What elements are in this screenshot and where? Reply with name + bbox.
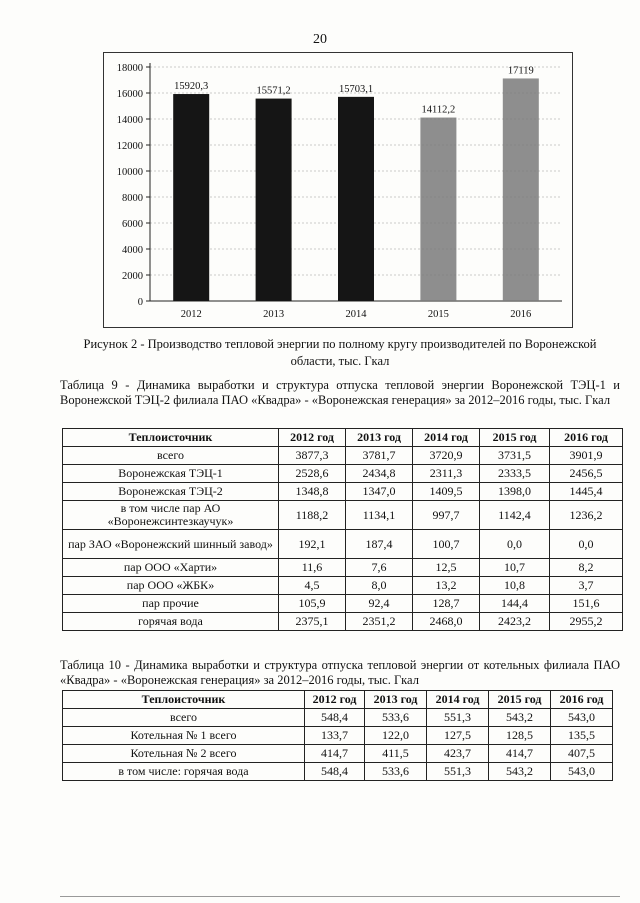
row-label: всего [63, 447, 279, 465]
table-cell: 2468,0 [413, 613, 480, 631]
table-cell: 551,3 [427, 763, 489, 781]
table-cell: 423,7 [427, 745, 489, 763]
table-cell: 1188,2 [279, 501, 346, 530]
x-tick-label: 2015 [427, 309, 449, 320]
table-cell: 1445,4 [550, 483, 623, 501]
y-tick-label: 8000 [122, 193, 143, 204]
table-cell: 151,6 [550, 595, 623, 613]
table-row [63, 465, 623, 483]
row-label: в том числе: горячая вода [63, 763, 305, 781]
table-cell: 548,4 [305, 709, 365, 727]
table-cell: 92,4 [346, 595, 413, 613]
table10-header-5: 2016 год [551, 691, 613, 709]
table-row [63, 763, 613, 781]
table9-body [63, 447, 623, 631]
table-cell: 8,2 [550, 559, 623, 577]
table10-header-row [63, 691, 613, 709]
table-cell: 2456,5 [550, 465, 623, 483]
table-cell: 8,0 [346, 577, 413, 595]
table-cell: 133,7 [305, 727, 365, 745]
table-row [63, 613, 623, 631]
table-cell: 187,4 [346, 530, 413, 559]
row-label: Воронежская ТЭЦ-1 [63, 465, 279, 483]
table-cell: 543,2 [489, 709, 551, 727]
table-row [63, 577, 623, 595]
y-tick-label: 2000 [122, 271, 143, 282]
table-cell: 414,7 [305, 745, 365, 763]
table9 [62, 428, 623, 631]
table-cell: 3731,5 [480, 447, 550, 465]
table9-header-row [63, 429, 623, 447]
table-cell: 10,7 [480, 559, 550, 577]
table-cell: 11,6 [279, 559, 346, 577]
table9-header-2: 2013 год [346, 429, 413, 447]
row-label: пар ООО «ЖБК» [63, 577, 279, 595]
row-label: в том числе пар АО «Воронежсинтезкаучук» [63, 501, 279, 530]
data-label: 17119 [507, 65, 534, 77]
table-row [63, 745, 613, 763]
bar [420, 118, 456, 301]
table-cell: 0,0 [480, 530, 550, 559]
table-cell: 2351,2 [346, 613, 413, 631]
table10-body [63, 709, 613, 781]
table10-title: Таблица 10 - Динамика выработки и структура отпуска тепловой энергии от котельных филиала ПАО «Квадра» - «Воронежская генерация» за 2012–2016 годы, тыс. Гкал [60, 658, 620, 687]
table-cell: 2528,6 [279, 465, 346, 483]
table-cell: 12,5 [413, 559, 480, 577]
table-row [63, 483, 623, 501]
y-tick-label: 14000 [116, 115, 143, 126]
table-cell: 1398,0 [480, 483, 550, 501]
x-tick-label: 2013 [263, 309, 285, 320]
table-row [63, 595, 623, 613]
table-cell: 414,7 [489, 745, 551, 763]
row-label: Воронежская ТЭЦ-2 [63, 483, 279, 501]
data-label: 14112,2 [421, 104, 456, 116]
y-tick-label: 6000 [122, 219, 143, 230]
table-cell: 13,2 [413, 577, 480, 595]
table-cell: 105,9 [279, 595, 346, 613]
y-tick-label: 10000 [116, 167, 143, 178]
table-row [63, 709, 613, 727]
table-cell: 551,3 [427, 709, 489, 727]
bar-chart-svg [104, 53, 572, 327]
table-cell: 1236,2 [550, 501, 623, 530]
table-row [63, 447, 623, 465]
table-cell: 2434,8 [346, 465, 413, 483]
table-cell: 122,0 [365, 727, 427, 745]
row-label: Котельная № 1 всего [63, 727, 305, 745]
y-tick-label: 0 [137, 297, 143, 308]
figure-caption: Рисунок 2 - Производство тепловой энергии по полному кругу производителей по Воронежской области, тыс. Гкал [83, 337, 597, 368]
y-tick-label: 18000 [116, 63, 143, 74]
table9-header-4: 2015 год [480, 429, 550, 447]
table-cell: 543,0 [551, 763, 613, 781]
page-number: 20 [313, 32, 327, 47]
table-cell: 997,7 [413, 501, 480, 530]
y-tick-label: 12000 [116, 141, 143, 152]
table-cell: 10,8 [480, 577, 550, 595]
table-row [63, 727, 613, 745]
table-cell: 548,4 [305, 763, 365, 781]
row-label: пар ЗАО «Воронежский шинный завод» [63, 530, 279, 559]
table10 [62, 690, 613, 781]
table-cell: 128,5 [489, 727, 551, 745]
data-label: 15920,3 [174, 81, 209, 93]
table10-header-0: Теплоисточник [63, 691, 305, 709]
table-cell: 407,5 [551, 745, 613, 763]
table-cell: 2333,5 [480, 465, 550, 483]
table-cell: 2375,1 [279, 613, 346, 631]
table-cell: 192,1 [279, 530, 346, 559]
table-cell: 127,5 [427, 727, 489, 745]
table-cell: 3877,3 [279, 447, 346, 465]
table9-header-1: 2012 год [279, 429, 346, 447]
row-label: пар ООО «Харти» [63, 559, 279, 577]
table-cell: 144,4 [480, 595, 550, 613]
table-cell: 4,5 [279, 577, 346, 595]
bar [173, 94, 209, 301]
table-cell: 1142,4 [480, 501, 550, 530]
table10-header-4: 2015 год [489, 691, 551, 709]
table-cell: 7,6 [346, 559, 413, 577]
table-cell: 543,2 [489, 763, 551, 781]
table-cell: 1347,0 [346, 483, 413, 501]
table9-title: Таблица 9 - Динамика выработки и структура отпуска тепловой энергии Воронежской ТЭЦ-1 и Воронежской ТЭЦ-2 филиала ПАО «Квадра» - «Воронежская генерация» за 2012–2016 годы, тыс. Гкал [60, 378, 620, 407]
table-cell: 2955,2 [550, 613, 623, 631]
table-cell: 100,7 [413, 530, 480, 559]
footer-rule [60, 896, 620, 897]
table-cell: 3901,9 [550, 447, 623, 465]
table-cell: 2311,3 [413, 465, 480, 483]
table-row [63, 559, 623, 577]
row-label: горячая вода [63, 613, 279, 631]
x-tick-label: 2016 [510, 309, 532, 320]
table10-header-3: 2014 год [427, 691, 489, 709]
bar [338, 97, 374, 301]
row-label: пар прочие [63, 595, 279, 613]
table-cell: 0,0 [550, 530, 623, 559]
table9-header-0: Теплоисточник [63, 429, 279, 447]
table-cell: 1409,5 [413, 483, 480, 501]
table-cell: 533,6 [365, 709, 427, 727]
row-label: Котельная № 2 всего [63, 745, 305, 763]
table-cell: 3781,7 [346, 447, 413, 465]
data-label: 15703,1 [338, 83, 374, 95]
y-tick-label: 4000 [122, 245, 143, 256]
table9-header-5: 2016 год [550, 429, 623, 447]
table-row [63, 530, 623, 559]
table10-header-2: 2013 год [365, 691, 427, 709]
bar [503, 78, 539, 301]
table10-header-1: 2012 год [305, 691, 365, 709]
table-cell: 1348,8 [279, 483, 346, 501]
table-cell: 128,7 [413, 595, 480, 613]
table-cell: 543,0 [551, 709, 613, 727]
y-tick-label: 16000 [116, 89, 143, 100]
table-cell: 3720,9 [413, 447, 480, 465]
table-cell: 533,6 [365, 763, 427, 781]
table-cell: 1134,1 [346, 501, 413, 530]
table-row [63, 501, 623, 530]
table9-header-3: 2014 год [413, 429, 480, 447]
table-cell: 411,5 [365, 745, 427, 763]
table-cell: 3,7 [550, 577, 623, 595]
x-tick-label: 2012 [180, 309, 202, 320]
bar-chart [103, 52, 573, 328]
data-label: 15571,2 [256, 85, 291, 97]
table-cell: 135,5 [551, 727, 613, 745]
x-tick-label: 2014 [345, 309, 367, 320]
bar [256, 99, 292, 301]
row-label: всего [63, 709, 305, 727]
table-cell: 2423,2 [480, 613, 550, 631]
